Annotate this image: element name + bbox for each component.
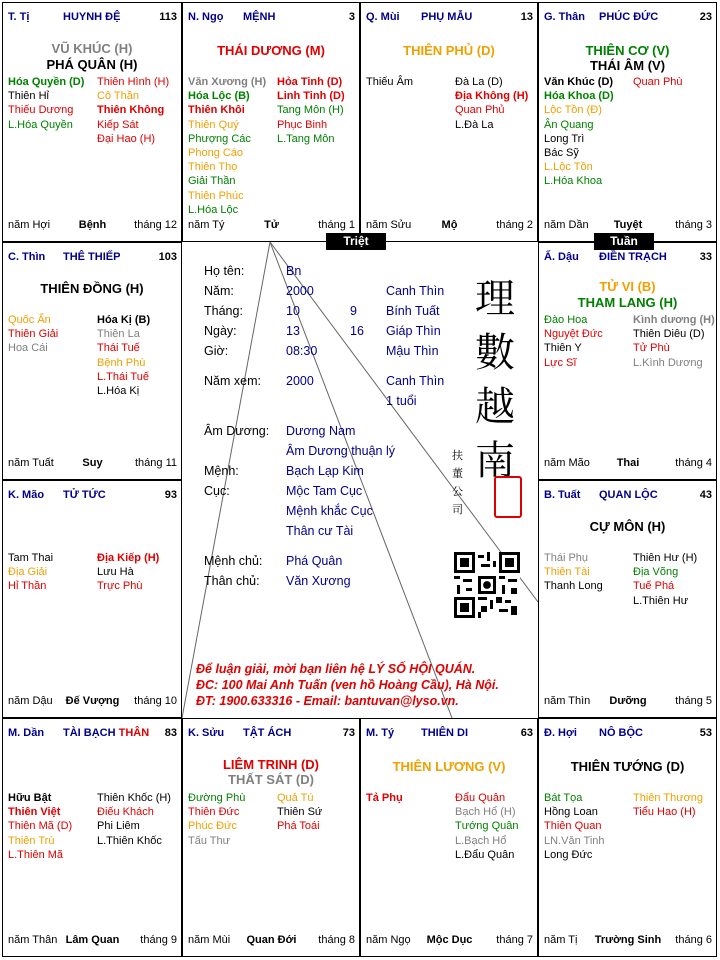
palace-name: TÀI BẠCH THÂN [63, 727, 150, 739]
star: Thiên Quý [188, 118, 239, 131]
star: Thái Phụ [544, 552, 589, 564]
palace-month: tháng 8 [318, 934, 355, 946]
qr-code-icon [454, 552, 520, 618]
menh-chu-label: Mệnh chủ: [204, 554, 263, 568]
palace-location: K. Sửu [188, 727, 225, 739]
gio-can-chi: Mậu Thìn [386, 344, 439, 358]
star: Hóa Lộc (B) [188, 90, 250, 103]
palace-month: tháng 3 [675, 219, 712, 231]
star: Thiên Y [544, 342, 582, 355]
nam-value: 2000 [286, 284, 314, 298]
palace-month: tháng 7 [496, 934, 533, 946]
gio-label: Giờ: [204, 344, 229, 358]
palace-cycle: Tử [264, 219, 279, 231]
minor-stars-left [544, 75, 614, 189]
star: Tam Thai [8, 552, 54, 564]
palace-dau [538, 242, 717, 480]
palace-number: 63 [520, 727, 533, 739]
palace-month: tháng 6 [675, 934, 712, 946]
nam-xem-can-chi: Canh Thìn [386, 374, 445, 388]
red-seal-icon [494, 476, 522, 518]
palace-number: 13 [520, 11, 533, 23]
star: Thiên Đức [188, 806, 240, 819]
palace-location: G. Thân [544, 11, 585, 23]
major-star: THAM LANG (H) [577, 295, 678, 310]
star: L.Bạch Hổ [455, 834, 507, 847]
star: Đào Hoa [544, 314, 588, 326]
thang-value: 10 [286, 304, 300, 318]
palace-cycle: Mộc Dục [426, 934, 473, 946]
star: Địa Không (H) [455, 90, 529, 103]
palace-location: B. Tuất [544, 489, 581, 501]
than-chu-value: Văn Xương [286, 574, 351, 588]
palace-cycle: Dưỡng [609, 695, 647, 707]
palace-name: TỬ TỨC [63, 489, 106, 501]
major-star: VŨ KHÚC (H) [51, 41, 133, 56]
star: L.Thiên Hư [633, 594, 689, 607]
cuc-label: Cục: [204, 484, 230, 498]
star: L.Kình Dương [633, 356, 703, 369]
star: Phong Cáo [188, 147, 244, 160]
ho-ten-label: Họ tên: [204, 264, 245, 278]
star: Ân Quang [544, 118, 594, 131]
palace-month: tháng 11 [134, 457, 177, 469]
star: L.Hóa Lộc [188, 203, 239, 216]
star: L.Hóa Khoa [544, 175, 603, 188]
star: Đà La (D) [455, 76, 503, 88]
star: L.Tang Môn [277, 132, 335, 145]
star: Lộc Tồn (Đ) [544, 104, 602, 117]
palace-mao [2, 480, 182, 718]
palace-month: tháng 5 [675, 695, 712, 707]
star: Thiên Hư (H) [633, 552, 698, 564]
palace-month: tháng 9 [140, 934, 177, 946]
star: Quả Tú [277, 792, 314, 804]
palace-name: NÔ BỘC [599, 727, 643, 739]
star: Thiên Không [97, 104, 165, 117]
minor-stars-left [188, 791, 245, 848]
nam-xem-label: Năm xem: [204, 374, 261, 388]
palace-number: 83 [164, 727, 177, 739]
star: Bát Tọa [544, 792, 583, 804]
menh-label: Mệnh: [204, 464, 239, 478]
contact-line-2: ĐC: 100 Mai Anh Tuấn (ven hồ Hoàng Cầu), Hà Nội. [196, 678, 499, 692]
star: Thiên Mã (D) [8, 820, 73, 833]
minor-stars-left [8, 75, 84, 132]
minor-stars-left [544, 551, 603, 594]
than-badge: THÂN [118, 727, 150, 739]
major-star: CỰ MÔN (H) [589, 519, 666, 534]
palace-name: THÊ THIẾP [63, 251, 121, 263]
star: Cô Thần [97, 90, 139, 103]
palace-cycle: Bệnh [78, 219, 107, 231]
palace-name: MỆNH [243, 11, 276, 23]
nam-can-chi: Canh Thìn [386, 284, 445, 298]
cuc-note-2: Thân cư Tài [286, 524, 354, 538]
star: Đường Phù [188, 792, 246, 804]
ngay-value: 13 [286, 324, 300, 338]
palace-year: năm Mão [544, 457, 590, 469]
palace-location: M. Tý [366, 727, 395, 739]
star: Trực Phù [97, 580, 143, 593]
minor-stars-left [188, 75, 266, 217]
star: Hóa Kị (B) [97, 314, 151, 326]
star: L.Thiên Mã [8, 848, 64, 861]
star: Tử Phù [633, 342, 670, 355]
star: Tiểu Hao (H) [633, 806, 696, 819]
star: Đại Hao (H) [97, 132, 156, 145]
palace-name: QUAN LỘC [599, 489, 658, 501]
star: Long Trì [544, 132, 585, 145]
star: L.Thái Tuế [97, 370, 149, 383]
palace-year: năm Thìn [544, 695, 591, 707]
palace-month: tháng 2 [496, 219, 533, 231]
palace-name: TẬT ÁCH [243, 727, 292, 739]
am-duong-note: Âm Dương thuận lý [286, 444, 395, 458]
star: Văn Xương (H) [188, 76, 267, 88]
star: Phi Liêm [97, 820, 140, 833]
contact-line-1: Để luận giải, mời bạn liên hệ LÝ SỐ HỘI QUÁN. [196, 662, 476, 676]
star: Tướng Quân [455, 820, 519, 833]
palace-number: 33 [699, 251, 712, 263]
menh-value: Bạch Lạp Kim [286, 464, 364, 478]
minor-stars-right [277, 791, 322, 834]
major-star: THIÊN LƯƠNG (V) [392, 759, 506, 774]
star: L.Đẩu Quân [455, 848, 515, 861]
star: Tả Phụ [366, 792, 403, 804]
star: LN.Văn Tinh [544, 834, 605, 847]
palace-year: năm Sửu [366, 219, 412, 231]
nam-xem-value: 2000 [286, 374, 314, 388]
star: Tấu Thư [188, 834, 231, 847]
star: L.Lộc Tồn [544, 161, 593, 174]
ho-ten-value: Bn [286, 264, 302, 278]
tuoi-value: 1 tuổi [386, 394, 417, 408]
palace-dan [2, 718, 182, 957]
minor-stars-right [455, 75, 528, 132]
palace-location: Ấ. Dậu [544, 251, 579, 263]
palace-number: 43 [699, 489, 712, 501]
star: Thiên Hỉ [8, 90, 49, 103]
palace-year: năm Thân [8, 934, 58, 946]
palace-location: M. Dần [8, 727, 45, 739]
palace-tuat [538, 480, 717, 718]
star: Lưu Hà [97, 566, 134, 579]
palace-year: năm Ngọ [366, 934, 411, 946]
palace-number: 53 [699, 727, 712, 739]
star: Thiên Thọ [188, 161, 238, 174]
star: Địa Giải [8, 566, 48, 579]
thang-label: Tháng: [204, 304, 243, 318]
star: Quan Phủ [455, 104, 505, 117]
star: L.Thiên Khốc [97, 834, 162, 847]
thang-am-value: 9 [350, 304, 357, 318]
palace-cycle: Đế Vượng [65, 695, 120, 707]
am-duong-label: Âm Dương: [204, 424, 270, 438]
star: Thiên Giải [8, 328, 59, 341]
calligraphy-char: 理 [475, 276, 515, 322]
star: Kình dương (H) [633, 314, 715, 326]
am-duong-value: Dương Nam [286, 424, 356, 438]
major-star: THÁI ÂM (V) [589, 58, 666, 73]
star: Đẩu Quân [455, 792, 506, 804]
minor-stars-right [97, 791, 171, 848]
minor-stars-right [633, 791, 703, 819]
calligraphy-char: 南 [475, 438, 515, 484]
minor-stars-left [8, 313, 58, 356]
palace-mui [360, 2, 538, 242]
palace-ty [360, 718, 538, 957]
palace-cycle: Mộ [441, 219, 458, 231]
calligraphy-char: 數 [475, 330, 515, 376]
star: Hồng Loan [544, 806, 598, 819]
palace-location: C. Thìn [8, 251, 46, 263]
star: Giải Thần [188, 175, 236, 188]
star: L.Đà La [455, 118, 494, 131]
palace-number: 93 [164, 489, 177, 501]
major-star: LIÊM TRINH (D) [222, 757, 320, 772]
minor-stars-right [97, 75, 169, 146]
palace-year: năm Tý [188, 219, 225, 231]
star: Thiên Khôi [188, 104, 245, 117]
star: Điếu Khách [97, 806, 154, 819]
minor-stars-right [633, 551, 697, 608]
minor-stars-right [455, 791, 519, 862]
minor-stars-left [366, 791, 403, 805]
star: Bạch Hổ (H) [455, 806, 516, 819]
minor-stars-left [8, 791, 72, 862]
star: Hóa Quyền (D) [8, 76, 85, 88]
star: Hữu Bật [8, 792, 52, 804]
palace-name: THIÊN DI [421, 727, 469, 739]
ngay-can-chi: Giáp Thìn [386, 324, 441, 338]
star: Thiên Tài [544, 566, 590, 579]
palace-location: K. Mão [8, 489, 45, 501]
palace-location: N. Ngọ [188, 11, 224, 23]
palace-location: Q. Mùi [366, 11, 400, 23]
star: Thiên Trù [8, 834, 55, 847]
palace-thin [2, 242, 182, 480]
nam-label: Năm: [204, 284, 234, 298]
palace-month: tháng 4 [675, 457, 712, 469]
palace-cycle: Thai [616, 457, 640, 469]
star: Quan Phù [633, 76, 683, 88]
minor-stars-left [544, 791, 605, 862]
star: Địa Kiếp (H) [97, 552, 160, 564]
star: Hóa Khoa (D) [544, 90, 614, 103]
horoscope-chart [2, 2, 717, 957]
star: Thiên Việt [8, 806, 61, 819]
star: Thiên Quan [544, 820, 602, 833]
major-star: THÁI DƯƠNG (M) [217, 43, 325, 58]
calligraphy-title [470, 272, 520, 488]
minor-stars-right [97, 313, 150, 398]
star: Lực Sĩ [544, 356, 577, 369]
contact-line-3: ĐT: 1900.633316 - Email: bantuvan@lyso.vn. [196, 694, 459, 708]
palace-number: 113 [159, 11, 177, 23]
star: Phượng Các [188, 132, 251, 145]
star: Hỉ Thần [8, 580, 47, 593]
palace-cycle: Lâm Quan [65, 934, 120, 946]
palace-number: 103 [158, 251, 177, 263]
than-chu-label: Thân chủ: [204, 574, 260, 588]
star: Thái Tuế [97, 342, 140, 355]
star: Bệnh Phù [97, 356, 146, 369]
palace-name: PHỤ MẪU [421, 11, 473, 23]
palace-cycle: Quan Đới [246, 934, 297, 946]
palace-hoi [538, 718, 717, 957]
star: Thiên Thương [633, 792, 704, 804]
star: Bác Sỹ [544, 147, 579, 160]
star: Thiên Khốc (H) [97, 792, 171, 804]
star: Hoa Cái [8, 342, 48, 355]
major-star: THIÊN TƯỚNG (D) [570, 759, 685, 774]
star: L.Hóa Kị [97, 385, 140, 398]
star: Nguyệt Đức [544, 328, 603, 341]
palace-cycle: Trường Sinh [594, 934, 662, 946]
palace-month: tháng 12 [134, 219, 177, 231]
major-star: THẤT SÁT (D) [228, 772, 314, 787]
major-star: TỬ VI (B) [599, 279, 656, 294]
palace-year: năm Dần [544, 219, 589, 231]
star: Kiếp Sát [97, 118, 139, 131]
star: Thiên Diêu (D) [633, 328, 705, 341]
ngay-label: Ngày: [204, 324, 237, 338]
star: Tang Môn (H) [277, 104, 344, 117]
palace-cycle: Suy [82, 457, 103, 469]
thang-can-chi: Bính Tuất [386, 304, 440, 318]
major-star: THIÊN ĐỒNG (H) [40, 281, 144, 296]
palace-name: ĐIỀN TRẠCH [599, 251, 667, 263]
minor-stars-right [633, 313, 715, 370]
palace-location: Đ. Hợi [544, 727, 577, 739]
palace-name: PHÚC ĐỨC [599, 11, 659, 23]
palace-month: tháng 10 [134, 695, 177, 707]
star: Thiên Hình (H) [97, 76, 170, 88]
center-info-panel [182, 242, 538, 718]
palace-number: 23 [699, 11, 712, 23]
minor-stars-right [277, 75, 345, 146]
cuc-note-1: Mệnh khắc Cục [286, 504, 373, 518]
palace-year: năm Tuất [8, 457, 54, 469]
palace-year: năm Dậu [8, 695, 53, 707]
star: Phúc Đức [188, 820, 237, 833]
small-calligraphy: 扶 董 公 司 [452, 449, 463, 516]
star: L.Hóa Quyền [8, 118, 73, 131]
major-star: THIÊN CƠ (V) [585, 43, 670, 58]
palace-ti [2, 2, 182, 242]
star: Linh Tinh (D) [277, 90, 345, 103]
minor-stars-right [633, 75, 683, 89]
palace-than [538, 2, 717, 242]
star: Long Đức [544, 848, 593, 861]
minor-stars-right [97, 551, 159, 594]
star: Thiếu Dương [8, 104, 74, 117]
minor-stars-left [544, 313, 603, 370]
star: Địa Võng [633, 566, 679, 579]
star: Thanh Long [544, 580, 603, 593]
cuc-value: Mộc Tam Cục [286, 484, 363, 498]
palace-number: 3 [348, 11, 355, 23]
palace-number: 73 [342, 727, 355, 739]
star: Văn Khúc (D) [544, 76, 614, 88]
palace-ngo [182, 2, 360, 242]
palace-year: năm Mùi [188, 934, 231, 946]
palace-location: T. Tị [8, 11, 30, 23]
palace-cycle: Tuyệt [613, 219, 643, 231]
palace-suu [182, 718, 360, 957]
star: Thiếu Âm [366, 76, 414, 88]
star: Phá Toái [277, 820, 320, 833]
major-star: PHÁ QUÂN (H) [46, 57, 138, 72]
palace-name: HUYNH ĐỆ [63, 11, 121, 23]
menh-chu-value: Phá Quân [286, 554, 343, 568]
star: Thiên La [97, 328, 140, 341]
star: Phục Binh [277, 118, 328, 131]
ngay-am-value: 16 [350, 324, 364, 338]
calligraphy-char: 越 [475, 384, 515, 430]
star: Tuế Phá [633, 580, 675, 593]
star: Thiên Sứ [277, 806, 323, 819]
palace-month: tháng 1 [318, 219, 355, 231]
gio-value: 08:30 [286, 344, 318, 358]
major-star: THIÊN PHỦ (D) [403, 43, 495, 58]
star: Hỏa Tinh (D) [277, 76, 343, 88]
triet-marker: Triệt [326, 233, 386, 250]
star: Thiên Phúc [188, 189, 244, 202]
star: Quốc Ấn [8, 314, 51, 326]
palace-year: năm Tị [544, 934, 578, 946]
tuan-marker: Tuần [594, 233, 654, 250]
palace-year: năm Hợi [8, 219, 51, 231]
minor-stars-left [8, 551, 53, 594]
minor-stars-left [366, 75, 413, 89]
